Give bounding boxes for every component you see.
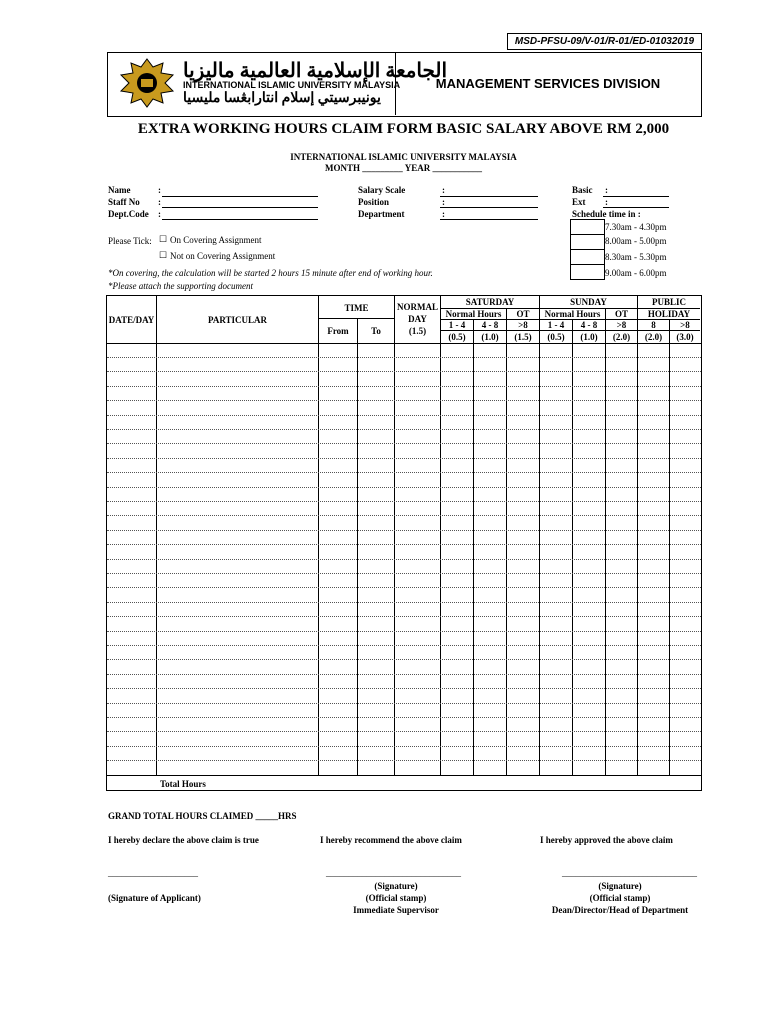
table-row[interactable] bbox=[107, 616, 701, 617]
sat-range-2: 4 - 8 bbox=[481, 320, 499, 330]
table-row[interactable] bbox=[107, 415, 701, 416]
dept-code-colon: : bbox=[158, 209, 161, 219]
table-row[interactable] bbox=[107, 515, 701, 516]
attach-note: *Please attach the supporting document bbox=[108, 281, 253, 291]
table-row[interactable] bbox=[107, 717, 701, 718]
position-colon: : bbox=[442, 197, 445, 207]
sunday-ot: OT bbox=[614, 309, 628, 319]
ph-range-1: 8 bbox=[651, 320, 656, 330]
name-colon: : bbox=[158, 185, 161, 195]
holiday-header: HOLIDAY bbox=[647, 309, 691, 319]
logo-arabic-top: الجامعة الإسلامية العالمية ماليزيا bbox=[183, 60, 448, 82]
name-field[interactable] bbox=[162, 196, 318, 197]
sun-rate-1: (0.5) bbox=[547, 332, 565, 342]
ph-range-2: >8 bbox=[680, 320, 690, 330]
position-label: Position bbox=[358, 197, 390, 207]
sunday-header: SUNDAY bbox=[570, 297, 607, 307]
sun-range-2: 4 - 8 bbox=[580, 320, 598, 330]
sat-rate-2: (1.0) bbox=[481, 332, 499, 342]
schedule-option-2: 8.00am - 5.00pm bbox=[605, 236, 667, 246]
from-header: From bbox=[327, 326, 349, 336]
staff-no-field[interactable] bbox=[162, 207, 318, 208]
normal-header: NORMAL bbox=[397, 302, 438, 312]
table-row[interactable] bbox=[107, 544, 701, 545]
immediate-supervisor: Immediate Supervisor bbox=[353, 905, 439, 915]
table-row[interactable] bbox=[107, 458, 701, 459]
saturday-header: SATURDAY bbox=[465, 297, 515, 307]
supervisor-signature-line[interactable]: ______________________________ bbox=[326, 868, 461, 878]
table-row[interactable] bbox=[107, 659, 701, 660]
sun-range-1: 1 - 4 bbox=[547, 320, 565, 330]
ext-field[interactable] bbox=[603, 207, 669, 208]
sat-range-3: >8 bbox=[518, 320, 528, 330]
applicant-signature-line[interactable]: ____________________ bbox=[108, 868, 198, 878]
approve-text: I hereby approved the above claim bbox=[540, 835, 673, 845]
logo-english-name: INTERNATIONAL ISLAMIC UNIVERSITY MALAYSIA bbox=[183, 80, 401, 90]
schedule-option-4: 9.00am - 6.00pm bbox=[605, 268, 667, 278]
saturday-normal-hours: Normal Hours bbox=[445, 309, 502, 319]
sun-rate-3: (2.0) bbox=[612, 332, 631, 342]
ph-rate-1: (2.0) bbox=[644, 332, 663, 342]
table-row[interactable] bbox=[107, 559, 701, 560]
saturday-ot: OT bbox=[516, 309, 530, 319]
division-title: MANAGEMENT SERVICES DIVISION bbox=[435, 76, 661, 91]
sat-range-1: 1 - 4 bbox=[448, 320, 466, 330]
sun-rate-2: (1.0) bbox=[580, 332, 598, 342]
public-header: PUBLIC bbox=[651, 297, 686, 307]
table-row[interactable] bbox=[107, 703, 701, 704]
table-row[interactable] bbox=[107, 472, 701, 473]
sun-range-3: >8 bbox=[616, 320, 627, 330]
staff-no-colon: : bbox=[158, 197, 161, 207]
time-header: TIME bbox=[344, 303, 369, 313]
salary-scale-colon: : bbox=[442, 185, 445, 195]
schedule-checkbox-2[interactable] bbox=[570, 234, 605, 250]
schedule-label: Schedule time in : bbox=[572, 209, 641, 219]
table-row[interactable] bbox=[107, 674, 701, 675]
dean-signature-line[interactable]: ______________________________ bbox=[562, 868, 697, 878]
table-row[interactable] bbox=[107, 688, 701, 689]
logo-arabic-bottom: يونيبرسيتي إسلام انتارابڠسا مليسيا bbox=[183, 91, 381, 106]
declare-text: I hereby declare the above claim is true bbox=[108, 835, 259, 845]
date-day-header: DATE/DAY bbox=[108, 315, 155, 325]
table-row[interactable] bbox=[107, 573, 701, 574]
table-row[interactable] bbox=[107, 443, 701, 444]
basic-field[interactable] bbox=[603, 196, 669, 197]
please-tick-label: Please Tick: bbox=[108, 236, 152, 246]
table-row[interactable] bbox=[107, 631, 701, 632]
ph-rate-2: (3.0) bbox=[676, 332, 694, 342]
salary-scale-label: Salary Scale bbox=[358, 185, 406, 195]
schedule-option-3: 8.30am - 5.30pm bbox=[605, 252, 667, 262]
table-row[interactable] bbox=[107, 602, 701, 603]
dept-code-label: Dept.Code bbox=[108, 209, 149, 219]
month-year: MONTH _________ YEAR ___________ bbox=[325, 163, 482, 173]
position-field[interactable] bbox=[440, 207, 538, 208]
table-row[interactable] bbox=[107, 731, 701, 732]
department-colon: : bbox=[442, 209, 445, 219]
table-row[interactable] bbox=[107, 587, 701, 588]
salary-scale-field[interactable] bbox=[440, 196, 538, 197]
sunday-normal-hours: Normal Hours bbox=[544, 309, 601, 319]
table-row[interactable] bbox=[107, 530, 701, 531]
recommend-text: I hereby recommend the above claim bbox=[320, 835, 462, 845]
university-emblem-icon bbox=[117, 57, 177, 109]
table-row[interactable] bbox=[107, 429, 701, 430]
table-row[interactable] bbox=[107, 386, 701, 387]
schedule-checkbox-4[interactable] bbox=[570, 264, 605, 280]
dean-signature: (Signature) bbox=[598, 881, 642, 891]
covering-checkbox[interactable]: ☐ bbox=[159, 234, 168, 244]
to-header: To bbox=[371, 326, 381, 336]
grand-total: GRAND TOTAL HOURS CLAIMED _____HRS bbox=[108, 811, 297, 821]
not-covering-checkbox[interactable]: ☐ bbox=[159, 250, 168, 260]
dept-code-field[interactable] bbox=[162, 219, 318, 220]
basic-label: Basic bbox=[572, 185, 593, 195]
university-name: INTERNATIONAL ISLAMIC UNIVERSITY MALAYSIA bbox=[290, 152, 517, 162]
table-row[interactable] bbox=[107, 746, 701, 747]
department-label: Department bbox=[358, 209, 405, 219]
schedule-checkbox-1[interactable] bbox=[570, 219, 605, 235]
normal-rate: (1.5) bbox=[408, 326, 427, 336]
table-row[interactable] bbox=[107, 501, 701, 502]
table-row[interactable] bbox=[107, 645, 701, 646]
name-label: Name bbox=[108, 185, 131, 195]
particular-header: PARTICULAR bbox=[207, 315, 268, 325]
signature-of-applicant: (Signature of Applicant) bbox=[108, 893, 201, 903]
covering-note: *On covering, the calculation will be started 2 hours 15 minute after end of working hour. bbox=[108, 268, 433, 278]
not-covering-option: Not on Covering Assignment bbox=[170, 251, 276, 261]
dean-stamp: (Official stamp) bbox=[589, 893, 651, 903]
sat-rate-1: (0.5) bbox=[448, 332, 466, 342]
table-row[interactable] bbox=[107, 400, 701, 401]
normal-day-header: DAY bbox=[408, 314, 427, 324]
sat-rate-3: (1.5) bbox=[514, 332, 532, 342]
table-row[interactable] bbox=[107, 371, 701, 372]
document-code: MSD-PFSU-09/V-01/R-01/ED-01032019 bbox=[507, 33, 702, 50]
dean-title: Dean/Director/Head of Department bbox=[551, 905, 689, 915]
ext-label: Ext bbox=[572, 197, 586, 207]
table-row[interactable] bbox=[107, 357, 701, 358]
total-hours-label: Total Hours bbox=[160, 779, 206, 789]
form-title: EXTRA WORKING HOURS CLAIM FORM BASIC SALARY ABOVE RM 2,000 bbox=[137, 121, 670, 137]
staff-no-label: Staff No bbox=[108, 197, 140, 207]
supervisor-stamp: (Official stamp) bbox=[365, 893, 427, 903]
table-row[interactable] bbox=[107, 487, 701, 488]
covering-option: On Covering Assignment bbox=[170, 235, 262, 245]
table-row[interactable] bbox=[107, 760, 701, 761]
schedule-checkbox-3[interactable] bbox=[570, 249, 605, 265]
basic-colon: : bbox=[605, 185, 608, 195]
schedule-option-1: 7.30am - 4.30pm bbox=[605, 222, 667, 232]
supervisor-signature: (Signature) bbox=[374, 881, 418, 891]
department-field[interactable] bbox=[440, 219, 538, 220]
ext-colon: : bbox=[605, 197, 608, 207]
